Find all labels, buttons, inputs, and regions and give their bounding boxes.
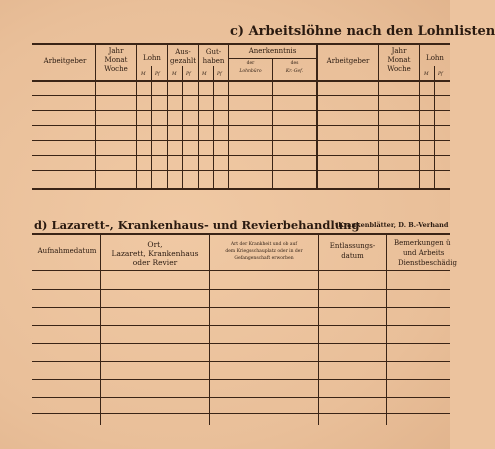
table-d-row-line <box>32 325 450 326</box>
table-c-col-line <box>167 45 168 188</box>
header-bemerkungen-line1: Bemerkungen ü <box>394 239 451 247</box>
header-krankheit-line1: Art der Krankheit und ob auf <box>230 242 298 247</box>
table-c-subcol-line <box>213 66 214 188</box>
header-bemerkungen-line3: Dienstbeschädig <box>398 259 457 267</box>
header-des: des <box>290 61 299 66</box>
header-anerkenntnis: Anerkenntnis <box>248 47 297 55</box>
header-woche: Woche <box>104 65 128 73</box>
header-arbeitgeber: Arbeitgeber <box>43 57 87 65</box>
header-monat: Monat <box>104 56 128 64</box>
table-c-col-line <box>316 45 318 188</box>
table-d-col-line <box>209 235 210 425</box>
table-c-col-line <box>136 45 137 188</box>
header-entlassung-line2: datum <box>341 252 364 260</box>
header-ort-line2: Lazarett, Krankenhaus <box>111 249 199 258</box>
table-d-top-rule <box>32 233 450 235</box>
header-aufnahmedatum: Aufnahmedatum <box>37 247 97 255</box>
currency-pf: Pf <box>155 72 160 77</box>
header-ort-line1: Ort, <box>147 240 163 249</box>
table-d-row-line <box>32 413 450 414</box>
header-woche-2: Woche <box>387 65 411 73</box>
currency-m: M <box>202 72 207 77</box>
header-monat-2: Monat <box>387 56 411 64</box>
header-krankheit-line2: dem Kriegsschauplatz oder in der <box>225 249 303 254</box>
header-jahr: Jahr <box>108 47 124 55</box>
table-c-subcol-line <box>182 66 183 188</box>
table-d-row-line <box>32 289 450 290</box>
header-gut: Gut- <box>205 48 222 56</box>
anerkenntnis-rule <box>229 58 316 59</box>
header-entlassung-line1: Entlassungs- <box>329 242 376 250</box>
table-d-row-line <box>32 397 450 398</box>
header-arbeitgeber-2: Arbeitgeber <box>326 57 370 65</box>
table-c-subcol-line <box>151 66 152 188</box>
section-d-subtitle: (Krankenblätter, D. B.-Verhand <box>335 221 449 229</box>
header-krankheit-line3: Gefangenschaft erworben <box>234 256 294 261</box>
header-lohnbuero: Lohnbüro <box>239 69 262 74</box>
currency-pf: Pf <box>186 72 191 77</box>
header-aus: Aus- <box>175 48 191 56</box>
header-lohn: Lohn <box>143 54 161 62</box>
table-d-col-line <box>386 235 387 425</box>
table-d-row-line <box>32 379 450 380</box>
currency-m: M <box>172 72 177 77</box>
table-c-subcol-line <box>434 66 435 188</box>
currency-pf: Pf <box>217 72 222 77</box>
table-d-header-rule <box>32 270 450 271</box>
table-d-row-line <box>32 343 450 344</box>
table-c-bottom-rule <box>32 188 450 190</box>
section-c-title: c) Arbeitslöhne nach den Lohnlisten <box>230 24 495 39</box>
header-lohn-2: Lohn <box>426 54 444 62</box>
table-d-row-line <box>32 361 450 362</box>
section-d-title: d) Lazarett-, Krankenhaus- und Revierbehandlung <box>34 218 360 232</box>
currency-m: M <box>141 72 146 77</box>
header-haben: haben <box>202 57 225 65</box>
header-gezahlt: gezahlt <box>169 57 197 65</box>
header-bemerkungen-line2: und Arbeits <box>403 249 445 257</box>
table-d-col-line <box>318 235 319 425</box>
table-d-row-line <box>32 307 450 308</box>
currency-pf: Pf <box>438 72 443 77</box>
table-c-col-line <box>419 45 420 188</box>
currency-m: M <box>424 72 429 77</box>
table-c-col-line <box>272 58 273 188</box>
header-ort-line3: oder Revier <box>132 258 178 267</box>
table-c-col-line <box>198 45 199 188</box>
header-kr-gef: Kr.-Gef. <box>285 69 304 74</box>
header-jahr-2: Jahr <box>391 47 407 55</box>
header-der: der <box>246 61 255 66</box>
